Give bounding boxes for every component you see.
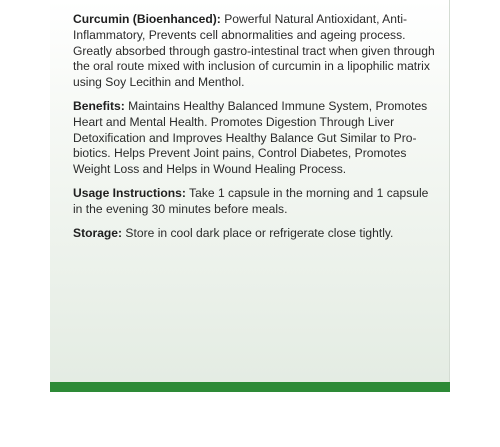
green-footer-band <box>50 382 450 392</box>
usage-heading: Usage Instructions: <box>73 185 186 200</box>
product-info-text <box>73 12 441 249</box>
storage-paragraph <box>73 226 441 242</box>
storage-heading: Storage: <box>73 225 123 240</box>
curcumin-text: Powerful Natural Antioxidant, Anti-Inflammatory, Prevents cell abnormalities and ageing process. Greatly absorbed through gastro-intestinal tract when given through the oral route mixed with inclusion of curcumin in a lipophilic matrix using Soy Lecithin and Menthol. <box>73 12 435 90</box>
usage-paragraph <box>73 186 441 218</box>
storage-text: Store in cool dark place or refrigerate close tightly. <box>122 225 394 240</box>
benefits-paragraph <box>73 99 441 178</box>
curcumin-paragraph <box>73 12 441 91</box>
usage-text: Take 1 capsule in the morning and 1 capsule in the evening 30 minutes before meals. <box>73 185 429 216</box>
curcumin-heading: Curcumin (Bioenhanced): <box>73 12 221 26</box>
benefits-heading: Benefits: <box>73 98 125 113</box>
benefits-text: Maintains Healthy Balanced Immune System, Promotes Heart and Mental Health. Promotes Digestion Through Liver Detoxification and Improves Healthy Balance Gut Similar to Pro-biotics. Helps Prevent Joint pains, Control Diabetes, Promotes Weight Loss and Helps in Wound Healing Process. <box>73 98 428 177</box>
